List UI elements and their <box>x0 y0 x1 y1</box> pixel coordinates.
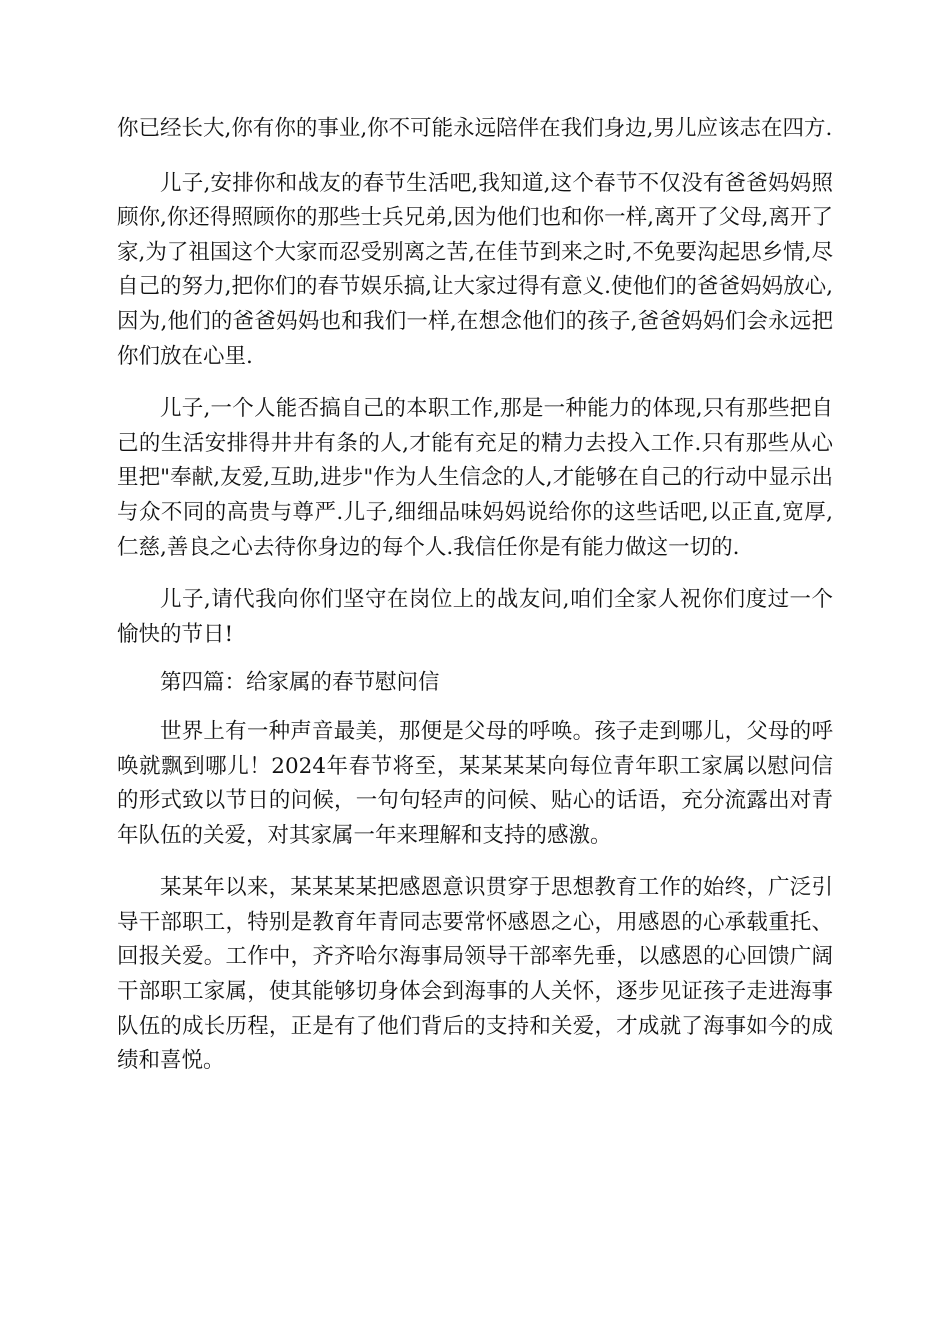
paragraph-gratitude: 某某年以来，某某某某把感恩意识贯穿于思想教育工作的始终，广泛引导干部职工，特别是教育年青同志要常怀感恩之心，用感恩的心承载重托、回报关爱。工作中，齐齐哈尔海事局领导干部率先垂，以感恩的心回馈广阔干部职工家属，使其能够切身体会到海事的人关怀，逐步见证孩子走进海事队伍的成长历程，正是有了他们背后的支持和关爱，才成就了海事如今的成绩和喜悦。 <box>117 875 833 1074</box>
paragraph-spring-festival-arrangement: 儿子,安排你和战友的春节生活吧,我知道,这个春节不仅没有爸爸妈妈照顾你,你还得照顾你的那些士兵兄弟,因为他们也和你一样,离开了父母,离开了家,为了祖国这个大家而忍受别离之苦,在佳节到来之时,不免要沟起思乡情,尽自己的努力,把你们的春节娱乐搞,让大家过得有意义.使他们的爸爸妈妈放心,因为,他们的爸爸妈妈也和我们一样,在想念他们的孩子,爸爸妈妈们会永远把你们放在心里. <box>117 170 833 369</box>
section-heading: 第四篇：给家属的春节慰问信 <box>160 670 440 696</box>
paragraph-parents-call: 世界上有一种声音最美，那便是父母的呼唤。孩子走到哪儿，父母的呼唤就飘到哪儿！2024年春节将至，某某某某向每位青年职工家属以慰问信的形式致以节日的问候，一句句轻声的问候、贴心的话语，充分流露出对青年队伍的关爱，对其家属一年来理解和支持的感激。 <box>117 718 833 848</box>
paragraph-holiday-wishes: 儿子,请代我向你们坚守在岗位上的战友问,咱们全家人祝你们度过一个愉快的节日! <box>117 587 833 647</box>
document-page <box>117 112 833 1079</box>
paragraph-continuation: 你已经长大,你有你的事业,你不可能永远陪伴在我们身边,男儿应该志在四方. <box>117 116 833 141</box>
paragraph-work-ability: 儿子,一个人能否搞自己的本职工作,那是一种能力的体现,只有那些把自己的生活安排得井井有条的人,才能有充足的精力去投入工作.只有那些从心里把"奉献,友爱,互助,进步"作为人生信念的人,才能够在自己的行动中显示出与众不同的高贵与尊严.儿子,细细品味妈妈说给你的这些话吧,以正直,宽厚,仁慈,善良之心去待你身边的每个人.我信任你是有能力做这一切的. <box>117 396 833 560</box>
